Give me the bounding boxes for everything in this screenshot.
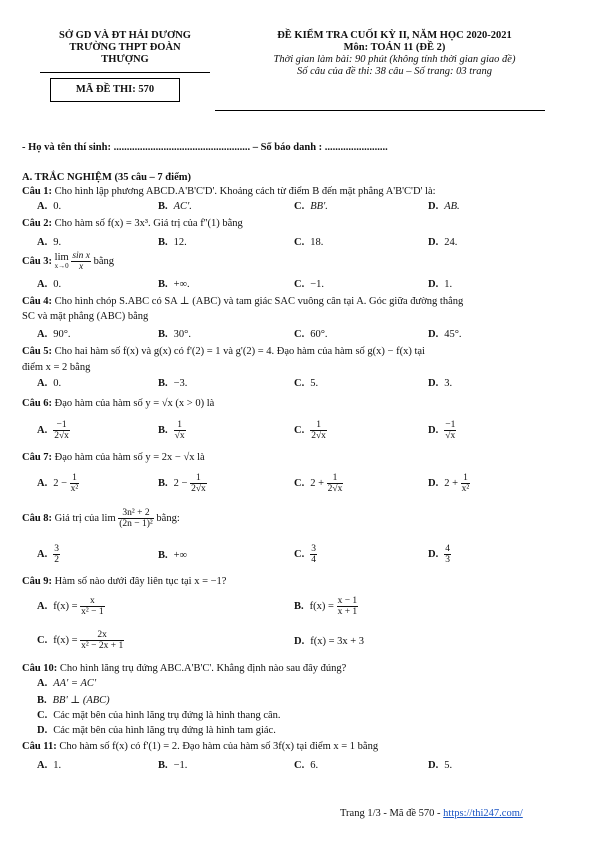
q3-option-c[interactable]: C. −1. <box>294 279 325 290</box>
exam-subject: Môn: TOÁN 11 (ĐỀ 2) <box>343 42 446 53</box>
question-11-text: Cho hàm số f(x) có f'(1) = 2. Đạo hàm của hàm số 3f(x) tại điểm x = 1 bằng <box>59 741 379 752</box>
q4-option-d[interactable]: D. 45°. <box>428 329 462 340</box>
q9-option-a[interactable]: A. f(x) = $\frac{x}{\text{x² − 1}}$ <box>37 596 104 617</box>
q7-option-a[interactable]: A. 2 − $\frac{1}{\text{x²}}$ <box>37 473 79 494</box>
q10-option-c[interactable]: C. Các mặt bên của hình lăng trụ đứng là hình thang cân. <box>37 710 281 721</box>
question-10-text: Cho hình lăng trụ đứng ABC.A'B'C'. Khẳng định nào sau đây đúng? <box>59 663 347 674</box>
exam-title: ĐỀ KIỂM TRA CUỐI KỲ II, NĂM HỌC 2020-2021 <box>277 30 512 41</box>
q10-option-a[interactable]: A. AA' = AC' <box>37 678 97 689</box>
question-5-text-2: điểm x = 2 bằng <box>22 362 91 373</box>
q2-option-a[interactable]: A. 9. <box>37 237 62 248</box>
q7-option-c[interactable]: C. 2 + $\frac{1}{2√x}$ <box>294 473 343 494</box>
question-4: Câu 4: Cho hình chóp S.ABC có SA ⊥ (ABC) và tam giác SAC vuông cân tại A. Góc giữa đường thẳng <box>22 296 464 307</box>
q11-option-b[interactable]: B. −1. <box>158 760 188 771</box>
header-right-rule <box>215 110 545 111</box>
question-7: Câu 7: Đạo hàm của hàm số y = 2x − √x là <box>22 452 205 463</box>
footer-link[interactable]: https://thi247.com/ <box>443 808 523 819</box>
header-right <box>222 30 567 78</box>
question-4-text: Cho hình chóp S.ABC có SA ⊥ (ABC) và tam giác SAC vuông cân tại A. Góc giữa đường thẳng <box>54 296 464 307</box>
question-5-text: Cho hai hàm số f(x) và g(x) có f'(2) = 1 và g'(2) = 4. Đạo hàm của hàm số g(x) − f(x) tại <box>54 346 425 357</box>
question-3: Câu 3: lim x→0 $\frac{\text{sin x}}{x}$ bằng <box>22 251 115 272</box>
q4-option-a[interactable]: A. 90°. <box>37 329 71 340</box>
q2-option-c[interactable]: C. 18. <box>294 237 324 248</box>
q8-option-d[interactable]: D. $\frac{4}{3}$ <box>428 544 450 565</box>
section-title: A. TRẮC NGHIỆM (35 câu – 7 điểm) <box>22 172 191 183</box>
q8-option-c[interactable]: C. $\frac{3}{4}$ <box>294 544 316 565</box>
q6-option-d[interactable]: D. $\frac{-1}{√x}$ <box>428 420 456 441</box>
question-10: Câu 10: Cho hình lăng trụ đứng ABC.A'B'C'. Khẳng định nào sau đây đúng? <box>22 663 347 674</box>
q9-option-c[interactable]: C. f(x) = $\frac{2x}{\text{x² − 2x + 1}}$ <box>37 630 124 651</box>
header-left <box>40 30 210 66</box>
q6-option-c[interactable]: C. $\frac{1}{2√x}$ <box>294 420 326 441</box>
q2-option-d[interactable]: D. 24. <box>428 237 458 248</box>
q11-option-c[interactable]: C. 6. <box>294 760 319 771</box>
q10-option-d[interactable]: D. Các mặt bên của hình lăng trụ đứng là hình tam giác. <box>37 725 276 736</box>
q4-option-b[interactable]: B. 30°. <box>158 329 191 340</box>
question-7-text: Đạo hàm của hàm số y = 2x − √x là <box>54 452 205 463</box>
dept-name: SỞ GD VÀ ĐT HẢI DƯƠNG <box>59 30 191 41</box>
question-6-text: Đạo hàm của hàm số y = √x (x > 0) là <box>54 398 215 409</box>
q9-option-b[interactable]: B. f(x) = $\frac{x - 1}{x + 1}$ <box>294 596 358 617</box>
q8-option-b[interactable]: B. +∞ <box>158 550 188 561</box>
question-1-text: Cho hình lập phương ABCD.A'B'C'D'. Khoảng cách từ điểm B đến mặt phẳng A'B'C'D' là: <box>54 186 436 197</box>
q5-option-a[interactable]: A. 0. <box>37 378 62 389</box>
q10-option-b[interactable]: B. BB' ⊥ (ABC) <box>37 695 110 706</box>
q8-fraction: $\frac{\text{3n² + 2}}{\text{(2n − 1)²}}$ <box>119 508 153 529</box>
q1-option-b[interactable]: B. AC'. <box>158 201 192 212</box>
header-left-rule <box>40 72 210 73</box>
question-5: Câu 5: Cho hai hàm số f(x) và g(x) có f'(2) = 1 và g'(2) = 4. Đạo hàm của hàm số g(x) − f(x) tại <box>22 346 425 357</box>
question-2-text: Cho hàm số f(x) = 3x³. Giá trị của f''(1) bằng <box>54 218 243 229</box>
candidate-line: - Họ và tên thí sinh: .................................................... – Số báo danh : ........................ <box>22 142 388 153</box>
question-1: Câu 1: Cho hình lập phương ABCD.A'B'C'D'. Khoảng cách từ điểm B đến mặt phẳng A'B'C'D' là: <box>22 186 436 197</box>
q9-option-d[interactable]: D. f(x) = 3x + 3 <box>294 636 365 647</box>
question-6: Câu 6: Đạo hàm của hàm số y = √x (x > 0) là <box>22 398 215 409</box>
q11-option-a[interactable]: A. 1. <box>37 760 62 771</box>
question-8: Câu 8: Giá trị của lim $\frac{\text{3n² + 2}}{\text{(2n − 1)²}}$ bằng: <box>22 508 180 529</box>
question-9-text: Hàm số nào dưới đây liên tục tại x = −1? <box>54 576 227 587</box>
q5-option-b[interactable]: B. −3. <box>158 378 188 389</box>
q5-option-c[interactable]: C. 5. <box>294 378 319 389</box>
q7-option-b[interactable]: B. 2 − $\frac{1}{2√x}$ <box>158 473 206 494</box>
q11-option-d[interactable]: D. 5. <box>428 760 453 771</box>
q3-option-b[interactable]: B. +∞. <box>158 279 190 290</box>
question-2: Câu 2: Cho hàm số f(x) = 3x³. Giá trị của f''(1) bằng <box>22 218 243 229</box>
q7-option-d[interactable]: D. 2 + $\frac{1}{\text{x²}}$ <box>428 473 470 494</box>
exam-time: Thời gian làm bài: 90 phút (không tính thời gian giao đề) <box>273 54 516 65</box>
q5-option-d[interactable]: D. 3. <box>428 378 453 389</box>
exam-count: Số câu của đề thi: 38 câu – Số trang: 03 trang <box>296 66 493 77</box>
q3-option-d[interactable]: D. 1. <box>428 279 453 290</box>
q6-option-b[interactable]: B. $\frac{1}{√x}$ <box>158 420 185 441</box>
q2-option-b[interactable]: B. 12. <box>158 237 187 248</box>
q3-fraction: $\frac{\text{sin x}}{x}$ <box>72 251 90 272</box>
question-9: Câu 9: Hàm số nào dưới đây liên tục tại x = −1? <box>22 576 227 587</box>
q1-option-d[interactable]: D. AB. <box>428 201 460 212</box>
page-footer: Trang 1/3 - Mã đề 570 - https://thi247.com/ <box>340 808 523 819</box>
q1-option-a[interactable]: A. 0. <box>37 201 62 212</box>
q6-option-a[interactable]: A. $\frac{-1}{2√x}$ <box>37 420 69 441</box>
question-4-text-2: SC và mặt phẳng (ABC) bằng <box>22 311 149 322</box>
question-11: Câu 11: Cho hàm số f(x) có f'(1) = 2. Đạo hàm của hàm số 3f(x) tại điểm x = 1 bằng <box>22 741 379 752</box>
q1-option-c[interactable]: C. BB'. <box>294 201 328 212</box>
q4-option-c[interactable]: C. 60°. <box>294 329 328 340</box>
exam-code-box: MÃ ĐỀ THI: 570 <box>50 78 180 102</box>
school-name: TRƯỜNG THPT ĐOÀN THƯỢNG <box>69 42 181 65</box>
q3-option-a[interactable]: A. 0. <box>37 279 62 290</box>
q8-option-a[interactable]: A. $\frac{3}{2}$ <box>37 544 59 565</box>
